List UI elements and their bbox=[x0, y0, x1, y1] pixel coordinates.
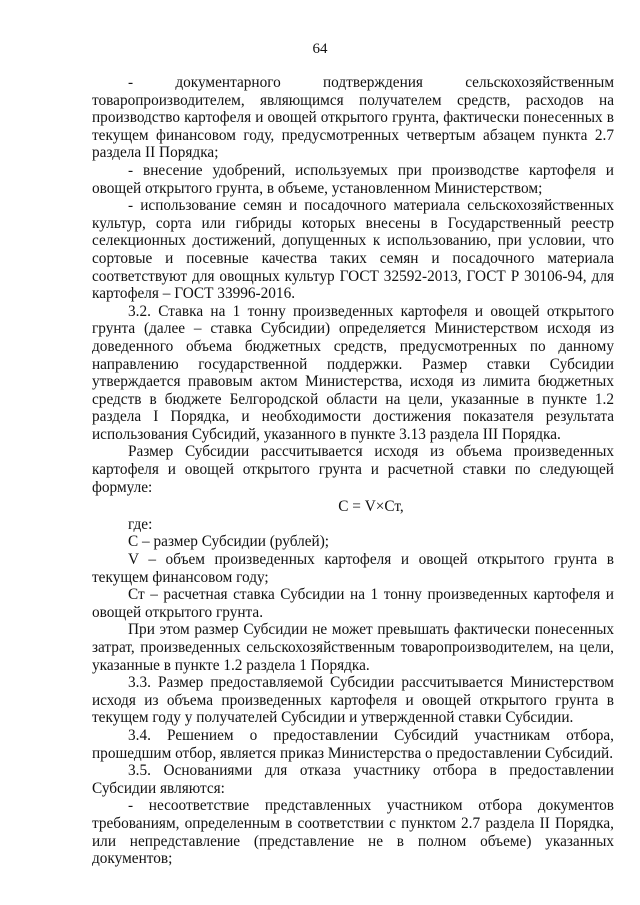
paragraph-3-5: 3.5. Основаниями для отказа участнику отбора в предоставлении Субсидии являются: bbox=[92, 762, 614, 797]
paragraph-subsidy-size: Размер Субсидии рассчитывается исходя из объема произведенных картофеля и овощей открытого грунта и расчетной ставки по следующей формуле: bbox=[92, 443, 614, 496]
formula-definition-c: С – размер Субсидии (рублей); bbox=[128, 533, 330, 551]
document-body bbox=[92, 74, 614, 868]
formula-definition-st: Ст – расчетная ставка Субсидии на 1 тонну произведенных картофеля и овощей открытого грунта. bbox=[92, 586, 614, 621]
paragraph-3-2: 3.2. Ставка на 1 тонну произведенных картофеля и овощей открытого грунта (далее – ставка Субсидии) определяется Министерством исходя из доведенного объема бюджетных средств, предусмотренных по данному направлению государственной поддержки. Размер ставки Субсидии утверждается правовым актом Министерства, исходя из лимита бюджетных средств в бюджете Белгородской области на цели, указанные в пункте 1.2 раздела I Порядка, и необходимости достижения показателя результата использования Субсидий, указанного в пункте 3.13 раздела III Порядка. bbox=[92, 302, 614, 443]
list-item-nonconformity: - несоответствие представленных участником отбора документов требованиям, определенным в соответствии с пунктом 2.7 раздела II Порядка, или непредставление (представление не в полном объеме) указанных документов; bbox=[92, 797, 614, 868]
list-item-documentary-confirmation: - документарного подтверждения сельскохозяйственным товаропроизводителем, являющимся получателем средств, расходов на производство картофеля и овощей открытого грунта, фактически понесенных в текущем финансовом году, предусмотренных четвертым абзацем пункта 2.7 раздела II Порядка; bbox=[92, 74, 614, 162]
formula-definition-v: V – объем произведенных картофеля и овощей открытого грунта в текущем финансовом году; bbox=[92, 551, 614, 586]
page-number: 64 bbox=[312, 41, 328, 57]
paragraph-3-4: 3.4. Решением о предоставлении Субсидий участникам отбора, прошедшим отбор, является приказ Министерства о предоставлении Субсидий. bbox=[92, 726, 614, 762]
paragraph-limit: При этом размер Субсидии не может превышать фактически понесенных затрат, произведенных сельскохозяйственным товаропроизводителем, на цели, указанные в пункте 1.2 раздела 1 Порядка. bbox=[92, 621, 614, 674]
list-item-seeds: - использование семян и посадочного материала сельскохозяйственных культур, сорта или гибриды которых внесены в Государственный реестр селекционных достижений, допущенных к использованию, при условии, что сортовые и посевные качества таких семян и посадочного материала соответствуют для овощных культур ГОСТ 32592-2013, ГОСТ Р 30106-94, для картофеля – ГОСТ 33996-2016. bbox=[92, 197, 614, 303]
list-item-fertilizer: - внесение удобрений, используемых при производстве картофеля и овощей открытого грунта, в объеме, установленном Министерством; bbox=[92, 161, 614, 197]
paragraph-3-3: 3.3. Размер предоставляемой Субсидии рассчитывается Министерством исходя из объема произведенных картофеля и овощей открытого грунта в текущем году у получателей Субсидии и утвержденной ставки Субсидии. bbox=[92, 674, 614, 727]
formula-where: где: bbox=[128, 515, 153, 533]
formula: С = V×Ст, bbox=[338, 498, 404, 516]
